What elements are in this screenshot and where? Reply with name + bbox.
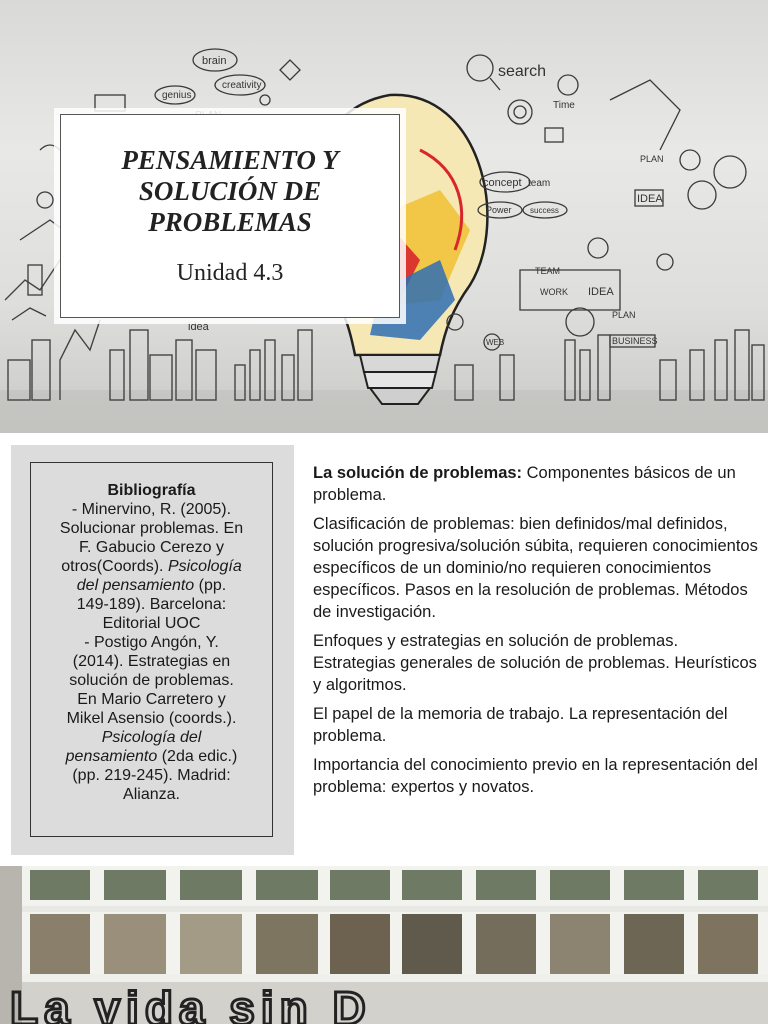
title-line-1: PENSAMIENTO Y: [121, 145, 339, 175]
biblio-entry1-line6: 149-189). Barcelona:: [76, 596, 227, 613]
label-concept: concept: [483, 177, 522, 189]
biblio-entry2-line4: En Mario Carretero y: [77, 691, 226, 708]
label-power: Power: [486, 205, 512, 215]
label-brain: brain: [202, 55, 227, 67]
label-creativity: creativity: [222, 80, 262, 91]
biblio-entry2-line2: (2014). Estrategias en: [72, 653, 231, 670]
content-paragraph-1: [313, 462, 763, 506]
biblio-entry2-line8: (pp. 219-245). Madrid:: [72, 767, 231, 784]
bibliography-box: [30, 462, 273, 837]
window-wall-image: [0, 866, 768, 1024]
label-work: WORK: [540, 287, 568, 297]
content-heading: La solución de problemas:: [313, 464, 523, 482]
content-paragraph-2: Clasificación de problemas: bien definidos/mal definidos, solución progresiva/solución súbita, requieren conocimientos específicos de un dominio/no requieren conocimientos específicos. Pasos en la resolución de problemas. Métodos de investigación.: [313, 515, 758, 621]
label-time: Time: [553, 100, 575, 111]
biblio-entry2-line7: [31, 747, 272, 766]
title-line-2: SOLUCIÓN DE: [138, 176, 322, 206]
bottom-photo: [0, 866, 768, 1024]
course-content: [313, 462, 763, 805]
title-card: [60, 114, 400, 318]
window-panes: [22, 866, 768, 982]
header-illustration: [0, 0, 768, 433]
label-idea: IDEA: [637, 193, 663, 205]
label-team2: TEAM: [535, 266, 561, 276]
content-paragraph-5: Importancia del conocimiento previo en la representación del problema: expertos y novatos.: [313, 756, 758, 796]
biblio-entry2-line7-text: (2da edic.): [157, 748, 238, 765]
content-paragraph-4: El papel de la memoria de trabajo. La representación del problema.: [313, 705, 728, 745]
label-success: success: [530, 206, 559, 215]
label-plan2: PLAN: [640, 154, 664, 164]
biblio-entry1-line1: - Minervino, R. (2005).: [71, 501, 232, 518]
biblio-entry1-line3: F. Gabucio Cerezo y: [79, 539, 224, 556]
biblio-entry1-line2: Solucionar problemas. En: [59, 520, 244, 537]
unit-subtitle: Unidad 4.3: [176, 260, 284, 286]
label-search: search: [498, 63, 547, 80]
biblio-entry2-line5: Mikel Asensio (coords.).: [66, 710, 237, 727]
title-line-3: PROBLEMAS: [148, 207, 312, 237]
biblio-entry1-line4-text: otros(Coords).: [61, 558, 168, 575]
biblio-entry2-book-title-a: Psicología del: [101, 729, 202, 746]
biblio-entry2-line6: [31, 728, 272, 747]
doodles-right: [447, 55, 746, 350]
biblio-entry1-line5: [31, 576, 272, 595]
biblio-entry2-line3: solución de problemas.: [69, 672, 234, 689]
label-team: team: [528, 178, 551, 189]
label-plan3: PLAN: [612, 310, 636, 320]
label-web: WEB: [486, 338, 505, 347]
biblio-entry1-line7: Editorial UOC: [102, 615, 201, 632]
biblio-entry2-line1: - Postigo Angón, Y.: [84, 634, 219, 651]
content-paragraph-1-text: Componentes básicos de un problema.: [313, 464, 736, 504]
biblio-entry1-book-title-a: Psicología: [167, 558, 242, 575]
bibliography-heading: Bibliografía: [107, 482, 196, 499]
biblio-entry1-line5-text: (pp.: [194, 577, 227, 594]
biblio-entry2-book-title-b: pensamiento: [65, 748, 158, 765]
page-title: [75, 145, 385, 238]
graffiti-label: La vida sin D: [10, 982, 372, 1024]
label-idea2: IDEA: [588, 286, 614, 298]
biblio-entry1-line4: [31, 557, 272, 576]
label-genius: genius: [162, 90, 192, 101]
biblio-entry2-line9: Alianza.: [123, 786, 180, 803]
biblio-entry1-book-title-b: del pensamiento: [76, 577, 195, 594]
label-idea-small: idea: [188, 321, 209, 333]
graffiti-text: [10, 982, 372, 1024]
content-paragraph-3: Enfoques y estrategias en solución de problemas. Estrategias generales de solución de problemas. Heurísticos y algoritmos.: [313, 632, 757, 694]
label-business: BUSINESS: [612, 336, 658, 346]
